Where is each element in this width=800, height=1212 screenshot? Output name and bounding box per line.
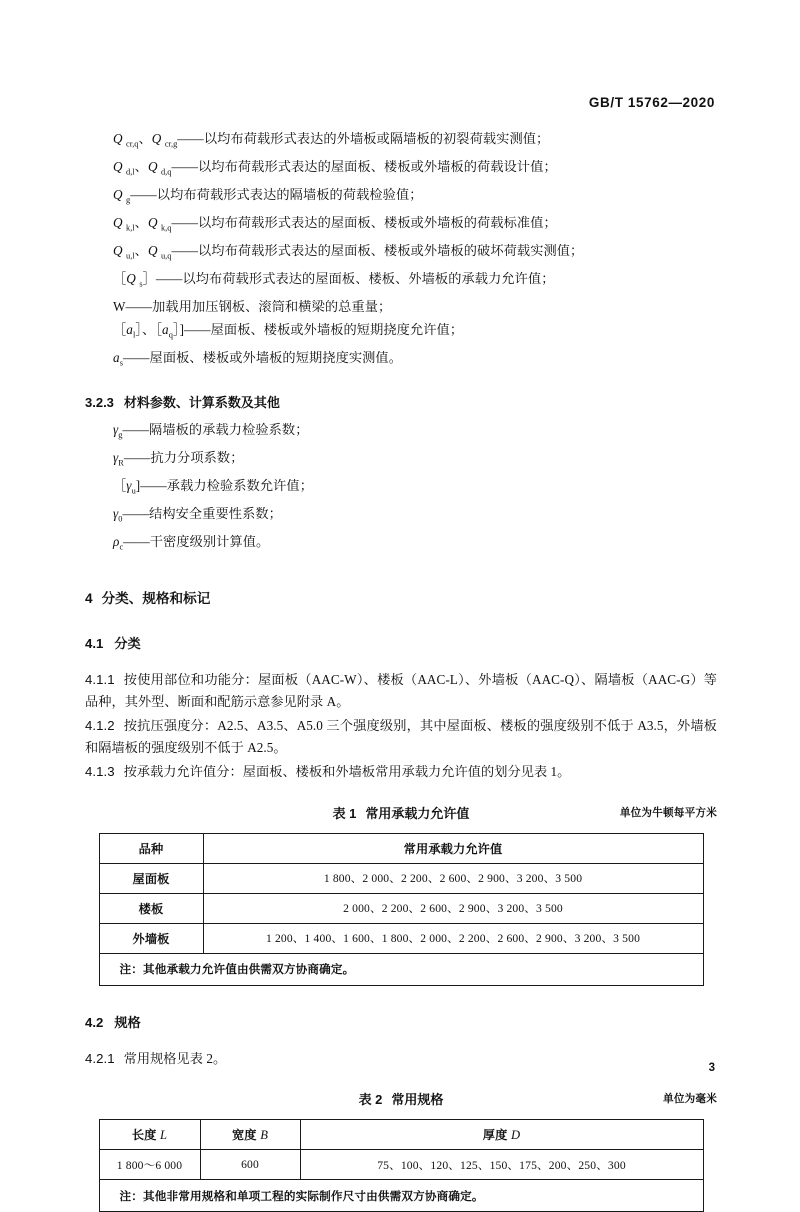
page-content <box>85 128 717 1212</box>
clause-text: 按抗压强度分：A2.5、A3.5、A5.0 三个强度级别，其中屋面板、楼板的强度级别不低于 A3.5，外墙板和隔墙板的强度级别不低于 A2.5。 <box>85 718 717 755</box>
running-header: GB/T 15762—2020 <box>588 95 715 110</box>
table-header-row <box>99 1120 703 1150</box>
clause-text: 按承载力允许值分：屋面板、楼板和外墙板常用承载力允许值的划分见表 1。 <box>123 764 571 780</box>
table-row <box>99 893 703 923</box>
table-note: 注：其他非常用规格和单项工程的实际制作尺寸由供需双方协商确定。 <box>99 1180 703 1212</box>
symbol-description: ——以均布荷载形式表达的隔墙板的荷载检验值； <box>130 187 423 203</box>
header-symbol: D <box>510 1128 521 1143</box>
symbol-line: $\rho_c——$干密度级别计算值。 <box>113 533 270 552</box>
symbol-line: $[\gamma_u]——$承载力检验系数允许值； <box>113 477 314 496</box>
clause-number: 4.1.2 <box>85 718 115 734</box>
table-note-row <box>99 953 703 985</box>
clause-number: 3.2.3 <box>85 394 114 410</box>
table-title: 常用规格 <box>391 1092 444 1108</box>
symbol-line: $[a_l]$、$[a_q]]——$屋面板、楼板或外墙板的短期挠度允许值； <box>113 321 464 340</box>
clause-4-1-3 <box>85 761 717 783</box>
header-symbol: L <box>160 1128 168 1143</box>
symbol-line: Q $_{k,l}$、Q $_{k,q}$——以均布荷载形式表达的屋面板、楼板或外墙板的荷载标准值； <box>113 215 557 233</box>
clause-title: 材料参数、计算系数及其他 <box>123 394 280 410</box>
clause-number: 4.1.3 <box>85 764 115 780</box>
table-1-caption <box>85 803 717 820</box>
table-row <box>99 863 703 893</box>
symbol-description: ——隔墙板的承载力检验系数； <box>122 421 309 437</box>
header-label: 厚度 <box>482 1128 511 1143</box>
table-note-row <box>99 1180 703 1212</box>
cell-length: 1 800～6 000 <box>99 1150 200 1180</box>
symbol-description: ]——屋面板、楼板或外墙板的短期挠度允许值； <box>179 321 464 337</box>
cell-type: 屋面板 <box>99 863 203 893</box>
table-2-caption <box>85 1089 717 1106</box>
symbol-description: ——结构安全重要性系数； <box>122 505 282 521</box>
cell-values: 2 000、2 200、2 600、2 900、3 200、3 500 <box>203 893 703 923</box>
symbol-line: W——加载用加压钢板、滚筒和横梁的总重量； <box>113 299 392 315</box>
column-header-values: 常用承载力允许值 <box>203 833 703 863</box>
clause-title: 分类、规格和标记 <box>101 591 211 607</box>
symbol-line: Q $_{d,l}$、Q $_{d,q}$——以均布荷载形式表达的屋面板、楼板或外墙板的荷载设计值； <box>113 159 557 177</box>
column-header-type: 品种 <box>99 833 203 863</box>
symbol-line: $\gamma_R——$抗力分项系数； <box>113 449 244 468</box>
clause-heading-4 <box>85 587 717 607</box>
symbol-line: Q $_{u,l}$、Q $_{u,q}$——以均布荷载形式表达的屋面板、楼板或外墙板的破坏荷载实测值； <box>113 243 584 261</box>
clause-heading-3-2-3 <box>85 392 717 411</box>
symbol-line: ［Q $_s$］——以均布荷载形式表达的屋面板、楼板、外墙板的承载力允许值； <box>113 271 555 289</box>
header-label: 长度 <box>131 1128 161 1143</box>
cell-values: 1 800、2 000、2 200、2 600、2 900、3 200、3 500 <box>203 863 703 893</box>
clause-heading-4-2 <box>85 1012 717 1031</box>
table-header-row <box>99 833 703 863</box>
table-1 <box>99 833 704 986</box>
table-unit-note: 单位为毫米 <box>663 1093 717 1106</box>
cell-values: 1 200、1 400、1 600、1 800、2 000、2 200、2 600、2 900、3 200、3 500 <box>203 923 703 953</box>
symbol-line: $\gamma_g——$隔墙板的承载力检验系数； <box>113 421 309 440</box>
cell-type: 外墙板 <box>99 923 203 953</box>
column-header-thickness <box>300 1120 703 1150</box>
symbol-description: ——加载用加压钢板、滚筒和横梁的总重量； <box>125 299 392 315</box>
symbol-line: Q $_{cr,q}$、Q $_{cr,g}$——以均布荷载形式表达的外墙板或隔墙板的初裂荷载实测值； <box>113 131 550 149</box>
clause-text: 常用规格见表 2。 <box>123 1050 227 1066</box>
cell-type: 楼板 <box>99 893 203 923</box>
table-unit-note: 单位为牛顿每平方米 <box>619 806 717 819</box>
column-header-length <box>99 1120 200 1150</box>
table-row <box>99 923 703 953</box>
symbol-line: Q $_g$——以均布荷载形式表达的隔墙板的荷载检验值； <box>113 187 423 205</box>
symbol-description: ——抗力分项系数； <box>123 449 244 465</box>
clause-4-2-1 <box>85 1048 717 1070</box>
clause-4-1-1 <box>85 669 717 712</box>
clause-title: 规格 <box>114 1014 141 1030</box>
clause-text: 按使用部位和功能分：屋面板（AAC-W）、楼板（AAC-L）、外墙板（AAC-Q）、隔墙板（AAC-G）等品种，其外型、断面和配筋示意参见附录 A。 <box>85 672 717 709</box>
symbol-line: $a_s——$屋面板、楼板或外墙板的短期挠度实测值。 <box>113 349 403 368</box>
material-parameter-symbol-list <box>85 419 717 559</box>
table-number: 表 2 <box>358 1092 383 1108</box>
clause-4-1-2 <box>85 715 717 758</box>
clause-title: 分类 <box>114 636 141 652</box>
clause-number: 4.1 <box>85 636 104 652</box>
clause-number: 4.2 <box>85 1014 104 1030</box>
table-note: 注：其他承载力允许值由供需双方协商确定。 <box>99 953 703 985</box>
symbol-description: ——以均布荷载形式表达的屋面板、楼板或外墙板的荷载标准值； <box>171 215 557 231</box>
cell-thickness: 75、100、120、125、150、175、200、250、300 <box>300 1150 703 1180</box>
cell-width: 600 <box>200 1150 300 1180</box>
symbol-definition-list <box>85 128 717 375</box>
table-row <box>99 1150 703 1180</box>
clause-heading-4-1 <box>85 633 717 652</box>
symbol-description: ——以均布荷载形式表达的屋面板、楼板或外墙板的破坏荷载实测值； <box>171 243 584 259</box>
symbol-description: ——以均布荷载形式表达的屋面板、楼板、外墙板的承载力允许值； <box>155 271 555 287</box>
clause-number: 4.2.1 <box>85 1050 115 1066</box>
clause-number: 4 <box>85 591 93 607</box>
column-header-width <box>200 1120 300 1150</box>
symbol-description: ——以均布荷载形式表达的屋面板、楼板或外墙板的荷载设计值； <box>171 159 557 175</box>
symbol-description: ]——承载力检验系数允许值； <box>135 477 314 493</box>
table-title: 常用承载力允许值 <box>365 805 470 821</box>
header-label: 宽度 <box>231 1128 261 1143</box>
symbol-description: ——屋面板、楼板或外墙板的短期挠度实测值。 <box>122 349 403 365</box>
table-2 <box>99 1119 704 1212</box>
table-1-block <box>85 803 717 986</box>
clause-number: 4.1.1 <box>85 672 115 688</box>
page-number: 3 <box>708 1062 715 1074</box>
symbol-description: ——干密度级别计算值。 <box>123 533 270 549</box>
header-symbol: B <box>260 1128 269 1143</box>
table-2-block <box>85 1089 717 1212</box>
symbol-description: ——以均布荷载形式表达的外墙板或隔墙板的初裂荷载实测值； <box>177 131 550 146</box>
symbol-line: $\gamma_0——$结构安全重要性系数； <box>113 505 282 524</box>
table-number: 表 1 <box>332 805 357 821</box>
